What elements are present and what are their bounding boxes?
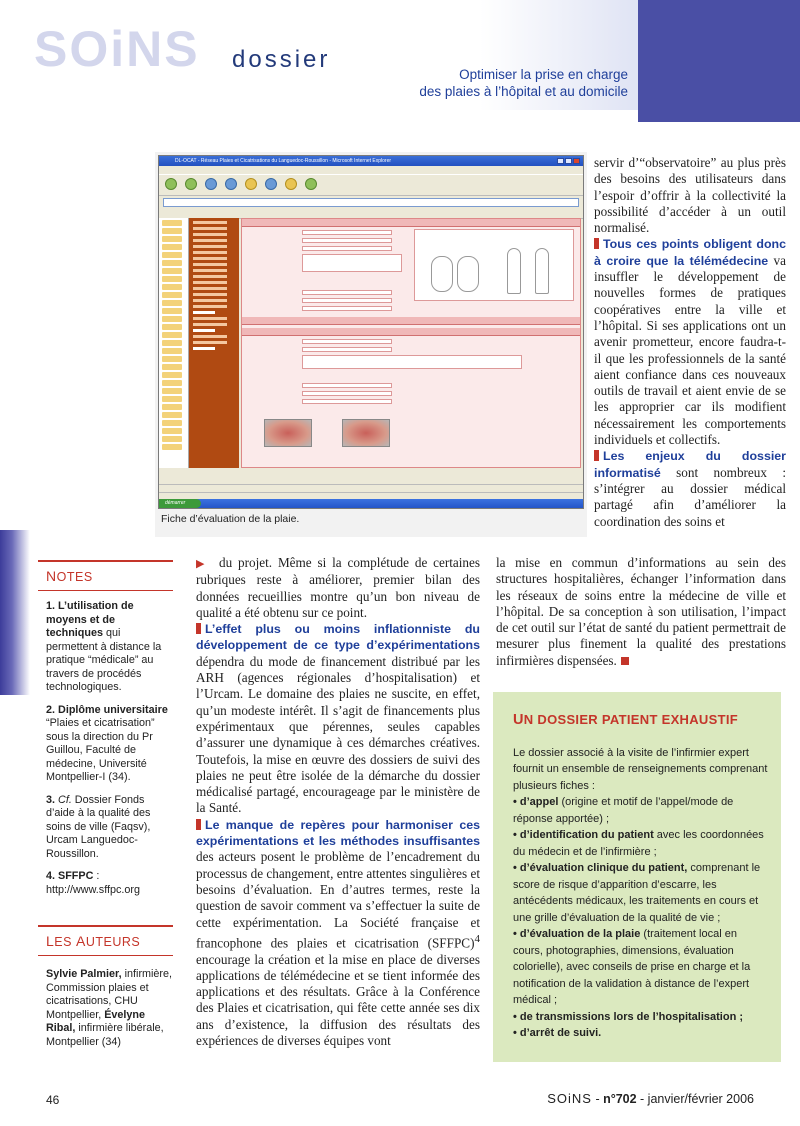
note-4: 4. SFFPC : http://www.sffpc.org [46, 870, 141, 896]
corner-color-block [638, 0, 800, 122]
note-3: 3. Cf. Dossier Fonds d’aide à la qualité des soins de ville (Faqsv), Urcam Languedoc-Roussillon. [46, 793, 151, 860]
start-button: démarrer [159, 499, 201, 508]
paragraph: Tous ces points obligent donc à croire que la télémédecine va insuffler le développement de nouvelles formes de pratiques coopératives entre la ville et l’hôpital. Si ses applications ont un avenir prometteur, encore faudra-t-il que les professionnels de la santé aient confiance dans ces nouveaux outils de travail et aient envie de se les approprier car ils modifient nécessairement les comportements individuels et collectifs. [594, 237, 786, 448]
stop-icon [205, 178, 217, 190]
box-item: • d’évaluation de la plaie (traitement local en cours, photographies, dimensions, évaluation colorielle), avec conseils de prise en charge et la notification de la validation à distance de l’expert médical ; [513, 928, 751, 1006]
note-1: 1. L’utilisation de moyens et de techniques qui permettent à distance la pratique “médicale” au travers de procédés technologiques. [46, 600, 162, 693]
paragraph: Les enjeux du dossier informatisé sont nombreux : s’intégrer au dossier médical partagé afin d’améliorer la coordination des soins et [594, 449, 786, 529]
screenshot-toolbar [159, 174, 583, 196]
figure-caption: Fiche d’évaluation de la plaie. [161, 513, 300, 525]
screenshot-nav-menu [189, 218, 239, 468]
subtitle-line-1: Optimiser la prise en charge [459, 67, 628, 82]
right-column-bottom [496, 555, 786, 669]
arrow-icon: ▶ [196, 557, 208, 570]
screenshot-favorites-panel [159, 218, 189, 468]
article-subtitle [308, 66, 628, 100]
wound-photo-1 [264, 419, 312, 447]
side-accent-bar [0, 530, 30, 695]
paragraph: servir d’“observatoire” au plus près des besoins des utilisateurs dans l’espoir d’offrir à la collectivité la possibilité d’accéder à un outil normalisé. [594, 155, 786, 236]
paragraph: ▶ du projet. Même si la complétude de certaines rubriques reste à améliorer, premier bilan des données recueillies montre qu’un bon niveau de qualité a été obtenu sur ce point. [196, 555, 480, 620]
screenshot-titlebar: DL-OCAT - Réseau Plaies et Cicatrisations du Languedoc-Roussillon - Microsoft Internet Explorer [159, 156, 583, 166]
middle-column [196, 555, 480, 1049]
note-2: 2. Diplôme universitaire “Plaies et cicatrisation” sous la direction du Pr Guillou, Faculté de médecine, Université Montpellier-I (34). [46, 703, 168, 783]
box-item: • de transmissions lors de l’hospitalisation ; [513, 1010, 744, 1023]
paragraph: la mise en commun d’informations au sein des structures hospitalières, échanger l’information dans les réseaux de soins entre la médecine de ville et l’hôpital. De sa conception à son utilisation, l’impact de cet outil sur l’état de santé du patient permettrait de mesurer plus finement la qualité des prestations infirmières dispensées. [496, 555, 786, 668]
wound-photo-2 [342, 419, 390, 447]
page-number: 46 [46, 1093, 60, 1107]
section-title: dossier [232, 46, 331, 73]
body-diagram [414, 229, 574, 301]
history-icon [305, 178, 317, 190]
authors-heading: LES AUTEURS [38, 925, 173, 956]
window-buttons [557, 158, 580, 164]
notes-heading: NOTES [38, 560, 173, 591]
forward-icon [185, 178, 197, 190]
end-mark [621, 657, 629, 665]
box-item: • d’arrêt de suivi. [513, 1027, 602, 1039]
screenshot-address-bar [163, 198, 579, 207]
subtitle-line-2: des plaies à l’hôpital et au domicile [419, 84, 628, 99]
back-icon [165, 178, 177, 190]
box-item: • d’appel (origine et motif de l’appel/mode de réponse apportée) ; [513, 796, 734, 825]
screenshot-figure [155, 152, 587, 537]
search-icon [265, 178, 277, 190]
authors-box [38, 925, 173, 1049]
box-item: • d’identification du patient avec les coordonnées du médecin et de l’infirmière ; [513, 829, 764, 858]
wound-evaluation-form [241, 218, 581, 468]
home-icon [245, 178, 257, 190]
embedded-browser-screenshot [158, 155, 584, 509]
box-intro: Le dossier associé à la visite de l’infirmier expert fournit un ensemble de renseignements comprenant plusieurs fiches : [513, 746, 768, 792]
favorites-icon [285, 178, 297, 190]
notes-box [38, 560, 173, 897]
paragraph: Le manque de repères pour harmoniser ces expérimentations et les méthodes insuffisantes des acteurs posent le problème de l’encadrement du processus de changement, entre attentes singulières et besoins d’évaluation. En d’autres termes, reste la question de savoir comment va s’effectuer la suite de cette expérimentation. La Société française et francophone des plaies et cicatrisation (SFFPC)$^4$ encourage la création et la mise en place de diverses applications de télémédecine et se tient informée des applications et des résultats. Grâce à la Conférence des Plaies et cicatrisation, qui fête cette année ses dix ans d’existence, la diffusion des résultats des expériences de diverses équipes vont [196, 817, 480, 1048]
screenshot-taskbar [159, 499, 583, 508]
screenshot-menubar [159, 166, 583, 174]
right-column-top [594, 155, 786, 530]
magazine-logo: SOiNS [34, 21, 200, 77]
box-title: UN DOSSIER PATIENT EXHAUSTIF [513, 712, 738, 728]
refresh-icon [225, 178, 237, 190]
paragraph: L’effet plus ou moins inflationniste du développement de ce type d’expérimentations dépendra du mode de financement distribué par les ARH (agences régionales d’hospitalisation) et l’Urcam. Le domaine des plaies ne suscite, en effet, qu’un modeste intérêt. Il s’agit de financements plus expérimentaux que pérennes, seules capables d’assurer une dynamique à ces démarches créatives. Toutefois, la mise en œuvre des dossiers de suivi des plaies ne peut être isolée de la démarche du dossier médicalisé partagé, encourageage par le ministère de la Santé. [196, 622, 480, 816]
patient-file-box [493, 692, 781, 1062]
issue-info: SOiNS - n°702 - janvier/février 2006 [547, 1091, 754, 1106]
box-item: • d’évaluation clinique du patient, comprenant le score de risque d’apparition d’escarre, les antécédents médicaux, les traitements en cours et une grille d’évaluation de la qualité de vie ; [513, 862, 761, 924]
authors-text: Sylvie Palmier, infirmière, Commission plaies et cicatrisations, CHU Montpellier, Évelyne Ribal, infirmière libérale, Montpellier (34) [46, 968, 173, 1048]
screenshot-statusbar [159, 484, 583, 492]
